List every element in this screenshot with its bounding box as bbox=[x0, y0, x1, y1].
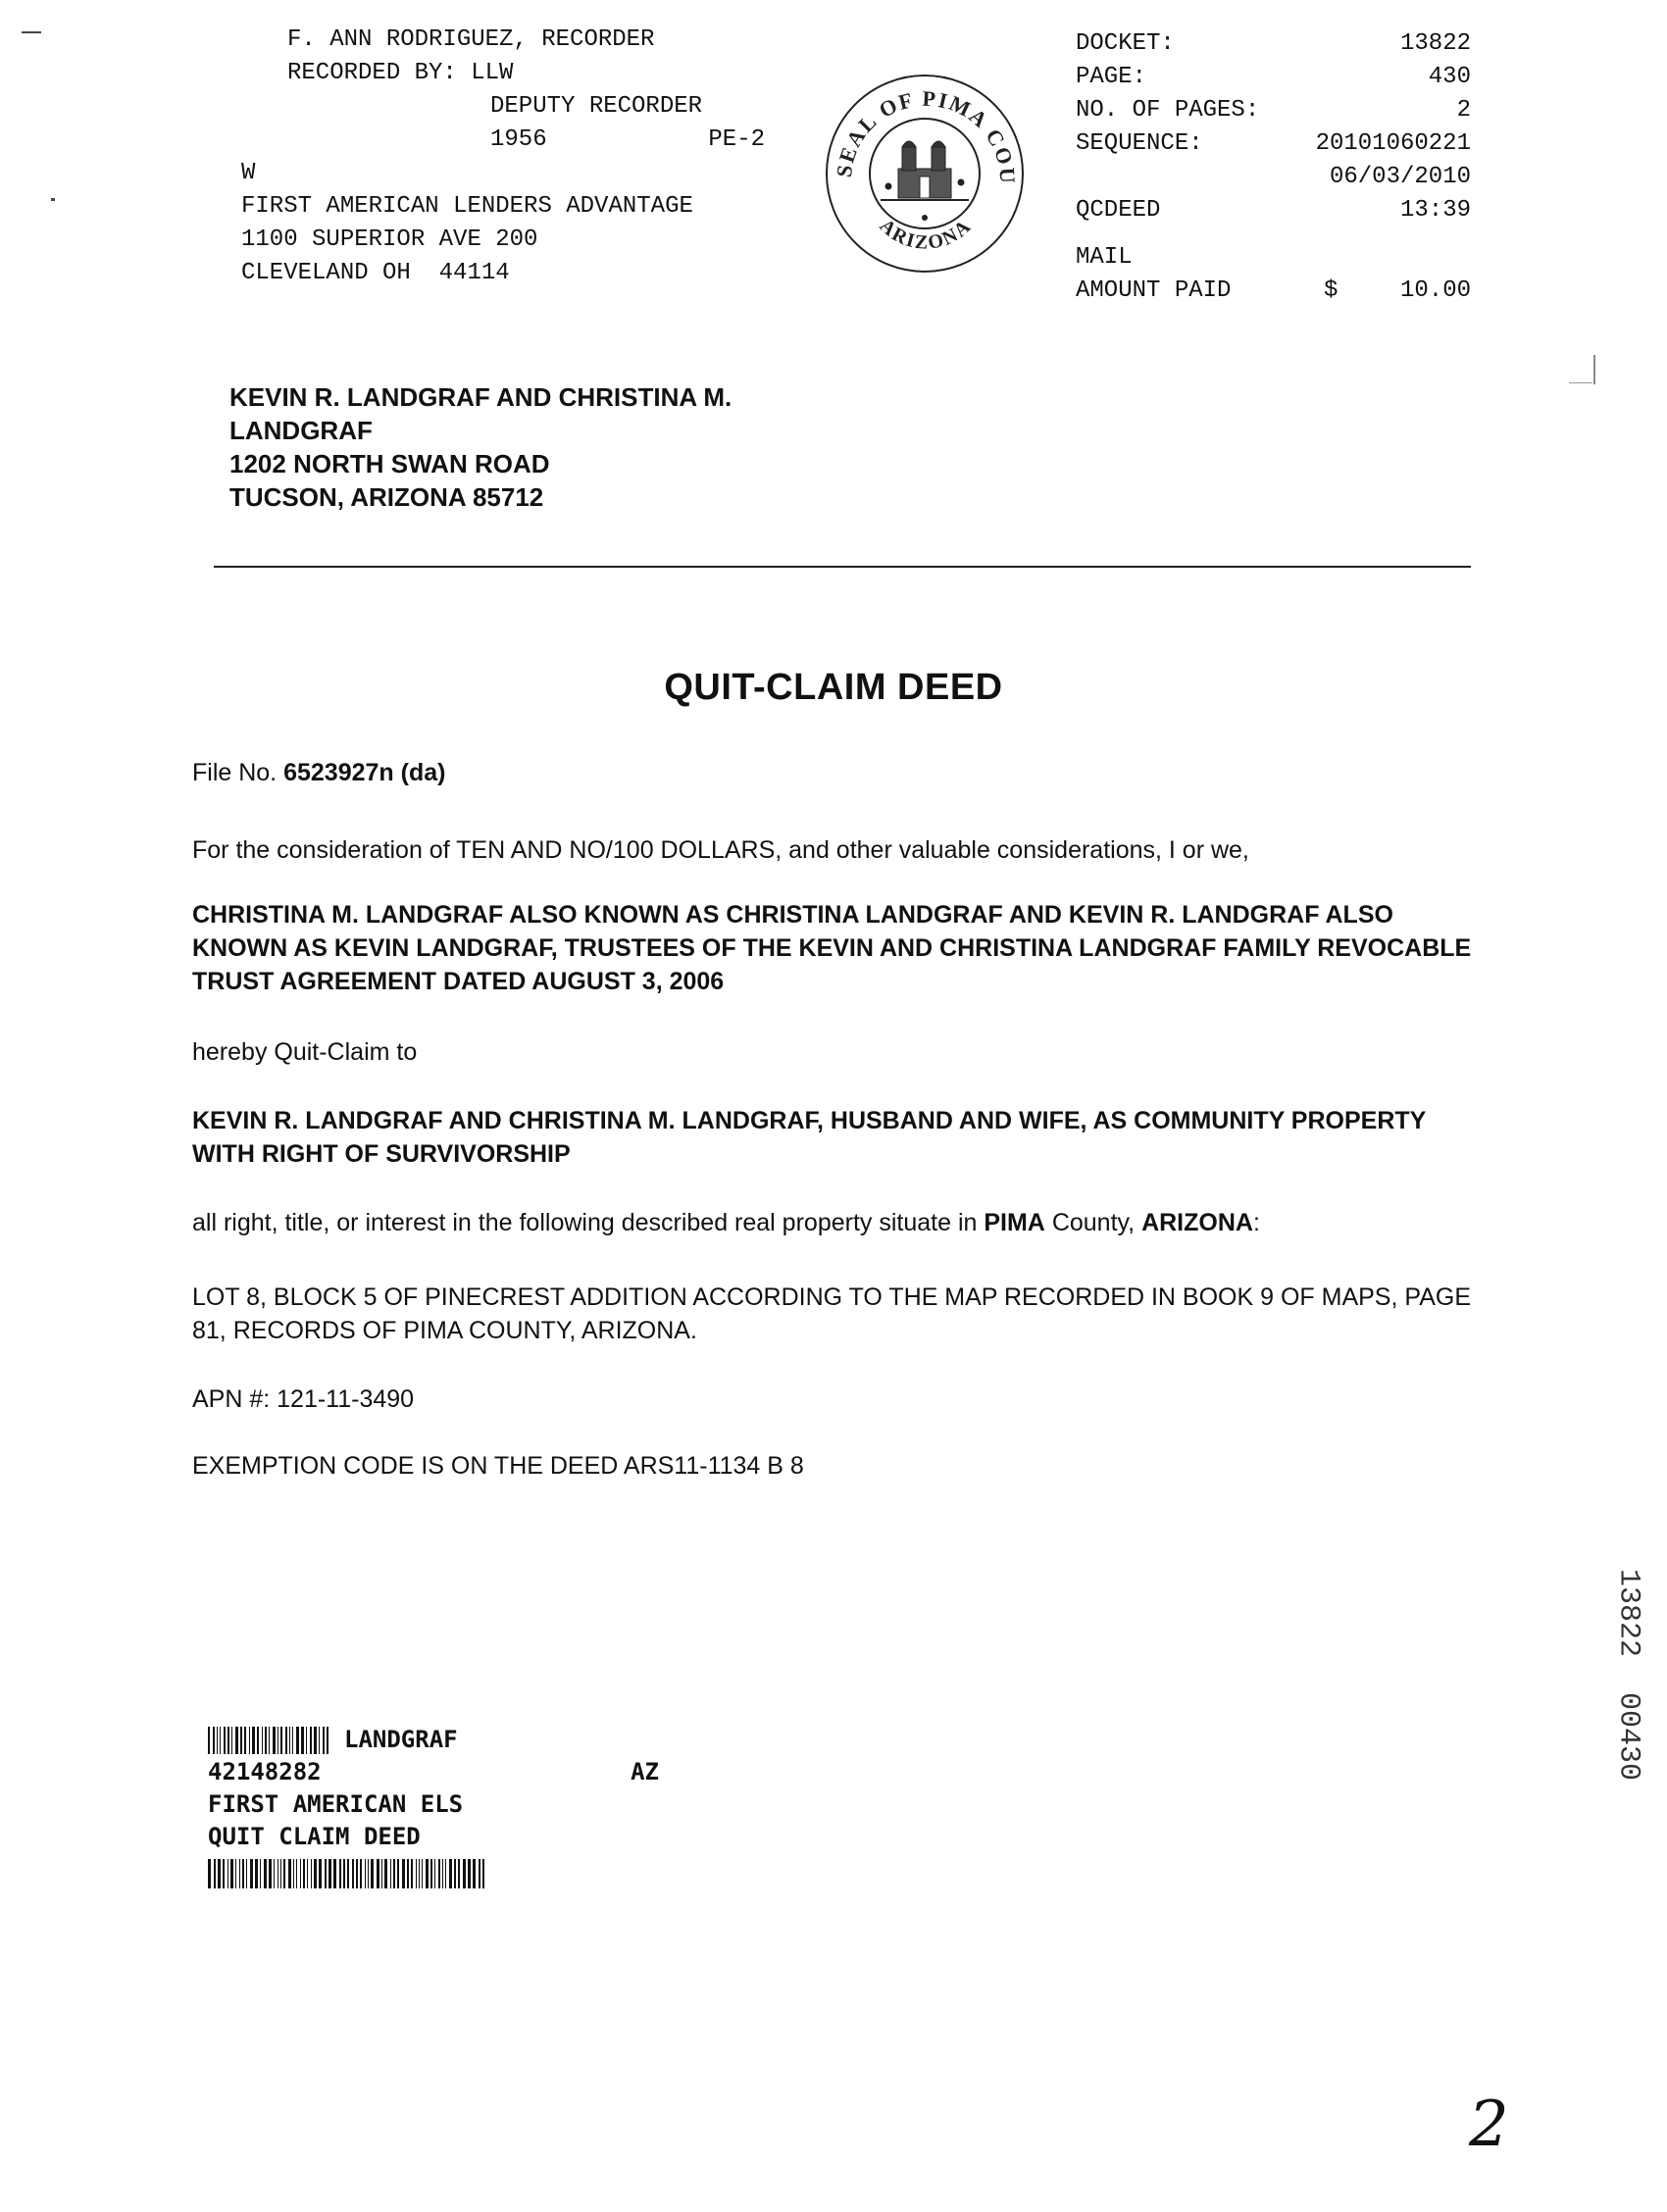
barcode-bar bbox=[220, 1727, 221, 1754]
barcode-bar bbox=[468, 1859, 471, 1888]
barcode-bar bbox=[430, 1859, 432, 1888]
barcode-bar bbox=[213, 1727, 215, 1754]
barcode-bar bbox=[255, 1859, 258, 1888]
barcode-bar bbox=[422, 1859, 423, 1888]
recorder-name: F. ANN RODRIGUEZ, RECORDER bbox=[287, 26, 655, 53]
barcode-bar bbox=[454, 1859, 456, 1888]
header-divider bbox=[214, 566, 1471, 568]
amount-currency: $ bbox=[1324, 277, 1339, 304]
sequence-label: SEQUENCE: bbox=[1076, 130, 1203, 157]
interest-prefix: all right, title, or interest in the following described real property situate in bbox=[192, 1209, 978, 1236]
barcode-bar bbox=[306, 1727, 307, 1754]
side-stamp-text: 13822 00430 bbox=[1611, 1569, 1645, 1782]
barcode-bar bbox=[402, 1859, 405, 1888]
barcode-bar bbox=[240, 1727, 242, 1754]
barcode-doc-type: QUIT CLAIM DEED bbox=[208, 1823, 421, 1850]
svg-text:ARIZONA bbox=[876, 215, 977, 254]
barcode-bar bbox=[218, 1859, 221, 1888]
seal-bottom-text: ARIZONA bbox=[875, 215, 977, 254]
barcode-bar bbox=[214, 1859, 216, 1888]
return-address-line3: 1202 NORTH SWAN ROAD bbox=[229, 449, 550, 478]
barcode-bar bbox=[434, 1859, 435, 1888]
docket-row bbox=[1076, 27, 1471, 61]
scan-mark bbox=[22, 31, 41, 33]
document-type: QCDEED bbox=[1076, 197, 1161, 224]
amount-value: 10.00 bbox=[1399, 277, 1471, 304]
barcode-bar bbox=[280, 1859, 281, 1888]
barcode-bar bbox=[303, 1859, 305, 1888]
barcode-bar bbox=[325, 1859, 327, 1888]
file-number: 6523927n (da) bbox=[283, 759, 446, 786]
amount-label: AMOUNT PAID bbox=[1076, 277, 1232, 304]
docket-label: DOCKET: bbox=[1076, 30, 1175, 57]
barcode-bar bbox=[246, 1859, 247, 1888]
lender-city bbox=[241, 257, 773, 290]
barcode-bar bbox=[356, 1859, 358, 1888]
barcode-bar bbox=[252, 1727, 255, 1754]
barcode-bar bbox=[333, 1859, 336, 1888]
barcode-bar bbox=[360, 1859, 362, 1888]
recorder-code-pe: PE-2 bbox=[708, 126, 765, 153]
barcode-bar bbox=[371, 1859, 374, 1888]
scan-mark bbox=[51, 198, 55, 201]
lender-street: 1100 SUPERIOR AVE 200 bbox=[241, 226, 538, 253]
barcode-bar bbox=[314, 1859, 317, 1888]
scan-mark bbox=[1593, 355, 1595, 384]
recorder-w-mark: W bbox=[241, 160, 256, 186]
page-label: PAGE: bbox=[1076, 64, 1147, 90]
docket-value: 13822 bbox=[1399, 30, 1471, 57]
state-name: ARIZONA bbox=[1141, 1209, 1253, 1236]
record-time: 13:39 bbox=[1399, 197, 1471, 224]
barcode-bar bbox=[274, 1859, 275, 1888]
barcode-small bbox=[208, 1727, 330, 1754]
barcode-bar bbox=[390, 1859, 391, 1888]
barcode-bar bbox=[426, 1859, 429, 1888]
side-stamp bbox=[1611, 1569, 1645, 1786]
barcode-bar bbox=[235, 1727, 238, 1754]
barcode-bar bbox=[242, 1859, 244, 1888]
barcode-bar bbox=[293, 1859, 294, 1888]
barcode-bar bbox=[393, 1859, 395, 1888]
barcode-bar bbox=[310, 1727, 312, 1754]
recorder-codes bbox=[243, 124, 765, 157]
recorded-by: RECORDED BY: LLW bbox=[287, 60, 514, 86]
county-name: PIMA bbox=[984, 1209, 1045, 1236]
barcode-bar bbox=[208, 1727, 210, 1754]
seal-top-text: SEAL OF PIMA COU bbox=[831, 85, 1021, 186]
grantors: CHRISTINA M. LANDGRAF ALSO KNOWN AS CHRISTINA LANDGRAF AND KEVIN R. LANDGRAF ALSO KNOWN AS KEVIN LANDGRAF, TRUSTEES OF THE KEVIN AND CHRISTINA LANDGRAF FAMILY REVOCABLE TRUST AGREEMENT DATED AUGUST 3, 2006 bbox=[192, 901, 1472, 995]
barcode-bar bbox=[224, 1727, 226, 1754]
barcode-bar bbox=[296, 1859, 297, 1888]
barcode-bar bbox=[264, 1859, 267, 1888]
barcode-bar bbox=[442, 1859, 443, 1888]
mission-building-icon bbox=[881, 141, 969, 200]
barcode-number: 42148282 bbox=[208, 1758, 322, 1785]
exemption-code: EXEMPTION CODE IS ON THE DEED ARS11-1134 B 8 bbox=[192, 1452, 804, 1480]
barcode-bar bbox=[269, 1727, 270, 1754]
barcode-bar bbox=[239, 1859, 240, 1888]
barcode-bar bbox=[445, 1859, 446, 1888]
barcode-bar bbox=[311, 1859, 312, 1888]
barcode-bar bbox=[250, 1859, 253, 1888]
legal-description: LOT 8, BLOCK 5 OF PINECREST ADDITION ACCORDING TO THE MAP RECORDED IN BOOK 9 OF MAPS, PAGE 81, RECORDS OF PIMA COUNTY, ARIZONA. bbox=[192, 1283, 1471, 1344]
barcode-large bbox=[208, 1859, 659, 1888]
barcode-bar bbox=[227, 1859, 228, 1888]
barcode-company: FIRST AMERICAN ELS bbox=[208, 1790, 464, 1818]
seal-graphic bbox=[822, 71, 1028, 276]
deputy-recorder: DEPUTY RECORDER bbox=[490, 93, 703, 120]
return-address-line2: LANDGRAF bbox=[229, 416, 373, 445]
barcode-bar bbox=[301, 1727, 304, 1754]
barcode-bar bbox=[416, 1859, 417, 1888]
deed-title: QUIT-CLAIM DEED bbox=[664, 667, 1003, 708]
lender-zip: 44114 bbox=[438, 260, 510, 286]
apn-number: APN #: 121-11-3490 bbox=[192, 1385, 415, 1413]
interest-text bbox=[192, 1206, 1477, 1239]
barcode-bar bbox=[292, 1727, 293, 1754]
sequence-value: 20101060221 bbox=[1315, 130, 1471, 157]
barcode-bar bbox=[283, 1859, 285, 1888]
amount-paid bbox=[1324, 275, 1471, 308]
state-suffix: : bbox=[1252, 1209, 1260, 1236]
barcode-bar bbox=[384, 1859, 387, 1888]
barcode-bar bbox=[458, 1859, 460, 1888]
barcode-bar bbox=[314, 1727, 317, 1754]
barcode-bar bbox=[223, 1859, 225, 1888]
county-seal bbox=[822, 71, 1028, 276]
barcode-bar bbox=[463, 1859, 466, 1888]
pages-row bbox=[1076, 94, 1471, 127]
pages-label: NO. OF PAGES: bbox=[1076, 97, 1260, 124]
barcode-bar bbox=[479, 1859, 480, 1888]
barcode-bar bbox=[300, 1859, 301, 1888]
grantees: KEVIN R. LANDGRAF AND CHRISTINA M. LANDGRAF, HUSBAND AND WIFE, AS COMMUNITY PROPERTY WITH RIGHT OF SURVIVORSHIP bbox=[192, 1107, 1426, 1168]
barcode-bar bbox=[280, 1727, 282, 1754]
return-address-line4: TUCSON, ARIZONA 85712 bbox=[229, 482, 544, 512]
barcode-bar bbox=[257, 1727, 259, 1754]
barcode-bar bbox=[419, 1859, 420, 1888]
barcode-bar bbox=[449, 1859, 452, 1888]
barcode-bar bbox=[347, 1859, 349, 1888]
barcode-bar bbox=[269, 1859, 272, 1888]
barcode-bar bbox=[260, 1859, 261, 1888]
barcode-bar bbox=[339, 1859, 341, 1888]
barcode-bar bbox=[227, 1727, 229, 1754]
barcode-bar bbox=[285, 1727, 287, 1754]
barcode-bar bbox=[208, 1859, 211, 1888]
type-row bbox=[1076, 194, 1471, 227]
barcode-bar bbox=[365, 1859, 366, 1888]
barcode-bar bbox=[327, 1727, 328, 1754]
lender-city-state: CLEVELAND OH bbox=[241, 260, 411, 286]
barcode-bar bbox=[249, 1727, 250, 1754]
barcode-bar bbox=[319, 1727, 320, 1754]
barcode-bar bbox=[296, 1727, 299, 1754]
quitclaim-to-text: hereby Quit-Claim to bbox=[192, 1038, 418, 1066]
barcode-bar bbox=[319, 1859, 322, 1888]
return-address-line1: KEVIN R. LANDGRAF AND CHRISTINA M. bbox=[229, 382, 732, 412]
barcode-name: LANDGRAF bbox=[344, 1726, 458, 1753]
barcode-bar bbox=[262, 1727, 263, 1754]
barcode-bar bbox=[230, 1859, 233, 1888]
page-value: 430 bbox=[1428, 64, 1471, 90]
sequence-row bbox=[1076, 127, 1471, 161]
barcode-bar bbox=[307, 1859, 308, 1888]
barcode-bar bbox=[397, 1859, 399, 1888]
barcode-bar bbox=[288, 1859, 291, 1888]
page-row bbox=[1076, 61, 1471, 94]
file-number-label: File No. bbox=[192, 759, 278, 786]
barcode-bar bbox=[231, 1727, 232, 1754]
scan-mark bbox=[1569, 382, 1592, 383]
barcode-label bbox=[208, 1724, 659, 1888]
record-date: 06/03/2010 bbox=[1329, 164, 1471, 190]
barcode-top-row bbox=[208, 1724, 659, 1756]
recorder-code-number: 1956 bbox=[490, 126, 547, 153]
consideration-text: For the consideration of TEN AND NO/100 DOLLARS, and other valuable considerations, I or we, bbox=[192, 836, 1249, 864]
barcode-bar bbox=[352, 1859, 354, 1888]
pages-value: 2 bbox=[1456, 97, 1471, 124]
barcode-bar bbox=[323, 1727, 325, 1754]
barcode-bar bbox=[289, 1727, 290, 1754]
barcode-bar bbox=[473, 1859, 476, 1888]
barcode-bar bbox=[244, 1727, 246, 1754]
barcode-bar bbox=[411, 1859, 413, 1888]
barcode-bar bbox=[265, 1727, 267, 1754]
barcode-bar bbox=[273, 1727, 276, 1754]
page-number: 2 bbox=[1469, 2088, 1509, 2161]
mail-label: MAIL bbox=[1076, 244, 1133, 271]
barcode-bar bbox=[235, 1859, 236, 1888]
barcode-bar bbox=[381, 1859, 382, 1888]
barcode-bar bbox=[217, 1727, 218, 1754]
barcode-number-row bbox=[208, 1756, 659, 1788]
date-row bbox=[1076, 161, 1471, 194]
barcode-bar bbox=[377, 1859, 379, 1888]
lender-name: FIRST AMERICAN LENDERS ADVANTAGE bbox=[241, 193, 693, 220]
barcode-bar bbox=[407, 1859, 409, 1888]
barcode-bar bbox=[438, 1859, 440, 1888]
file-number-line bbox=[192, 756, 1477, 789]
return-address bbox=[229, 380, 732, 514]
barcode-bar bbox=[343, 1859, 345, 1888]
barcode-bar bbox=[368, 1859, 369, 1888]
barcode-bar bbox=[328, 1859, 331, 1888]
barcode-bar bbox=[482, 1859, 484, 1888]
county-word: County, bbox=[1051, 1209, 1136, 1236]
docket-block bbox=[1076, 27, 1471, 308]
barcode-state: AZ bbox=[631, 1758, 659, 1785]
recorder-block bbox=[243, 24, 773, 290]
amount-row bbox=[1076, 275, 1471, 308]
